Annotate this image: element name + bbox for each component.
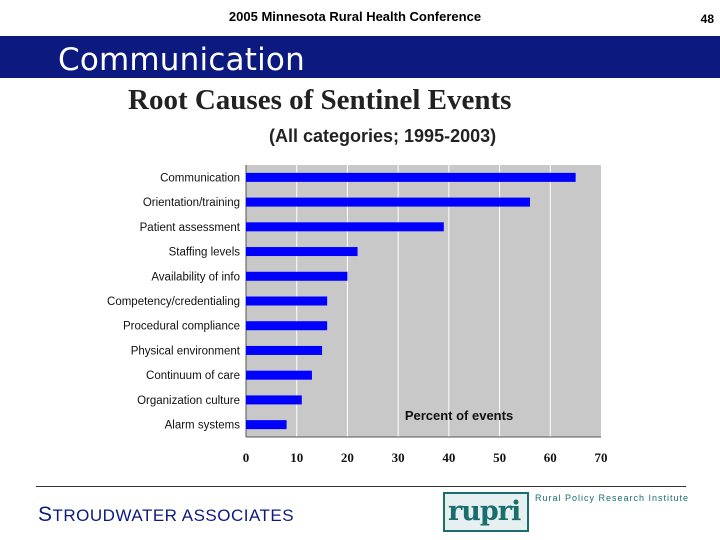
category-label: Orientation/training (142, 197, 240, 210)
bar (246, 173, 576, 182)
stroudwater-logo: STROUDWATER ASSOCIATES (38, 503, 295, 526)
category-label: Competency/credentialing (107, 296, 240, 308)
x-tick-label: 60 (543, 450, 557, 465)
bar (246, 297, 327, 306)
rupri-institute-name: Rural Policy Research Institute (535, 493, 690, 503)
category-label: Organization culture (137, 394, 240, 407)
category-label: Staffing levels (168, 246, 240, 259)
footer-divider (36, 486, 686, 487)
bar (246, 420, 287, 429)
x-tick-label: 30 (391, 450, 405, 465)
bar (246, 247, 358, 256)
category-label: Alarm systems (164, 419, 240, 432)
category-label: Communication (160, 172, 240, 185)
category-label: Physical environment (130, 345, 240, 358)
category-label: Procedural compliance (123, 320, 240, 333)
bar (246, 371, 312, 380)
bar (246, 198, 530, 207)
category-label: Patient assessment (139, 221, 240, 234)
category-label: Availability of info (151, 271, 240, 284)
slide-title: Communication (58, 42, 305, 78)
rupri-logo: rupri (443, 492, 529, 532)
x-tick-label: 10 (290, 450, 304, 465)
x-tick-label: 20 (340, 450, 354, 465)
chart-title: Root Causes of Sentinel Events (128, 84, 512, 116)
conference-title: 2005 Minnesota Rural Health Conference (228, 9, 482, 24)
x-tick-label: 70 (594, 450, 608, 465)
slide-number: 48 (700, 12, 714, 26)
bar (246, 395, 302, 404)
x-axis-label: Percent of events (404, 408, 514, 423)
x-tick-label: 0 (242, 450, 250, 465)
bar (246, 321, 327, 330)
x-tick-label: 40 (442, 450, 456, 465)
category-label: Continuum of care (146, 370, 240, 383)
x-tick-label: 50 (493, 450, 507, 465)
bar (246, 346, 322, 355)
bar (246, 222, 444, 231)
chart-subtitle: (All categories; 1995-2003) (269, 126, 497, 146)
bar (246, 272, 347, 281)
